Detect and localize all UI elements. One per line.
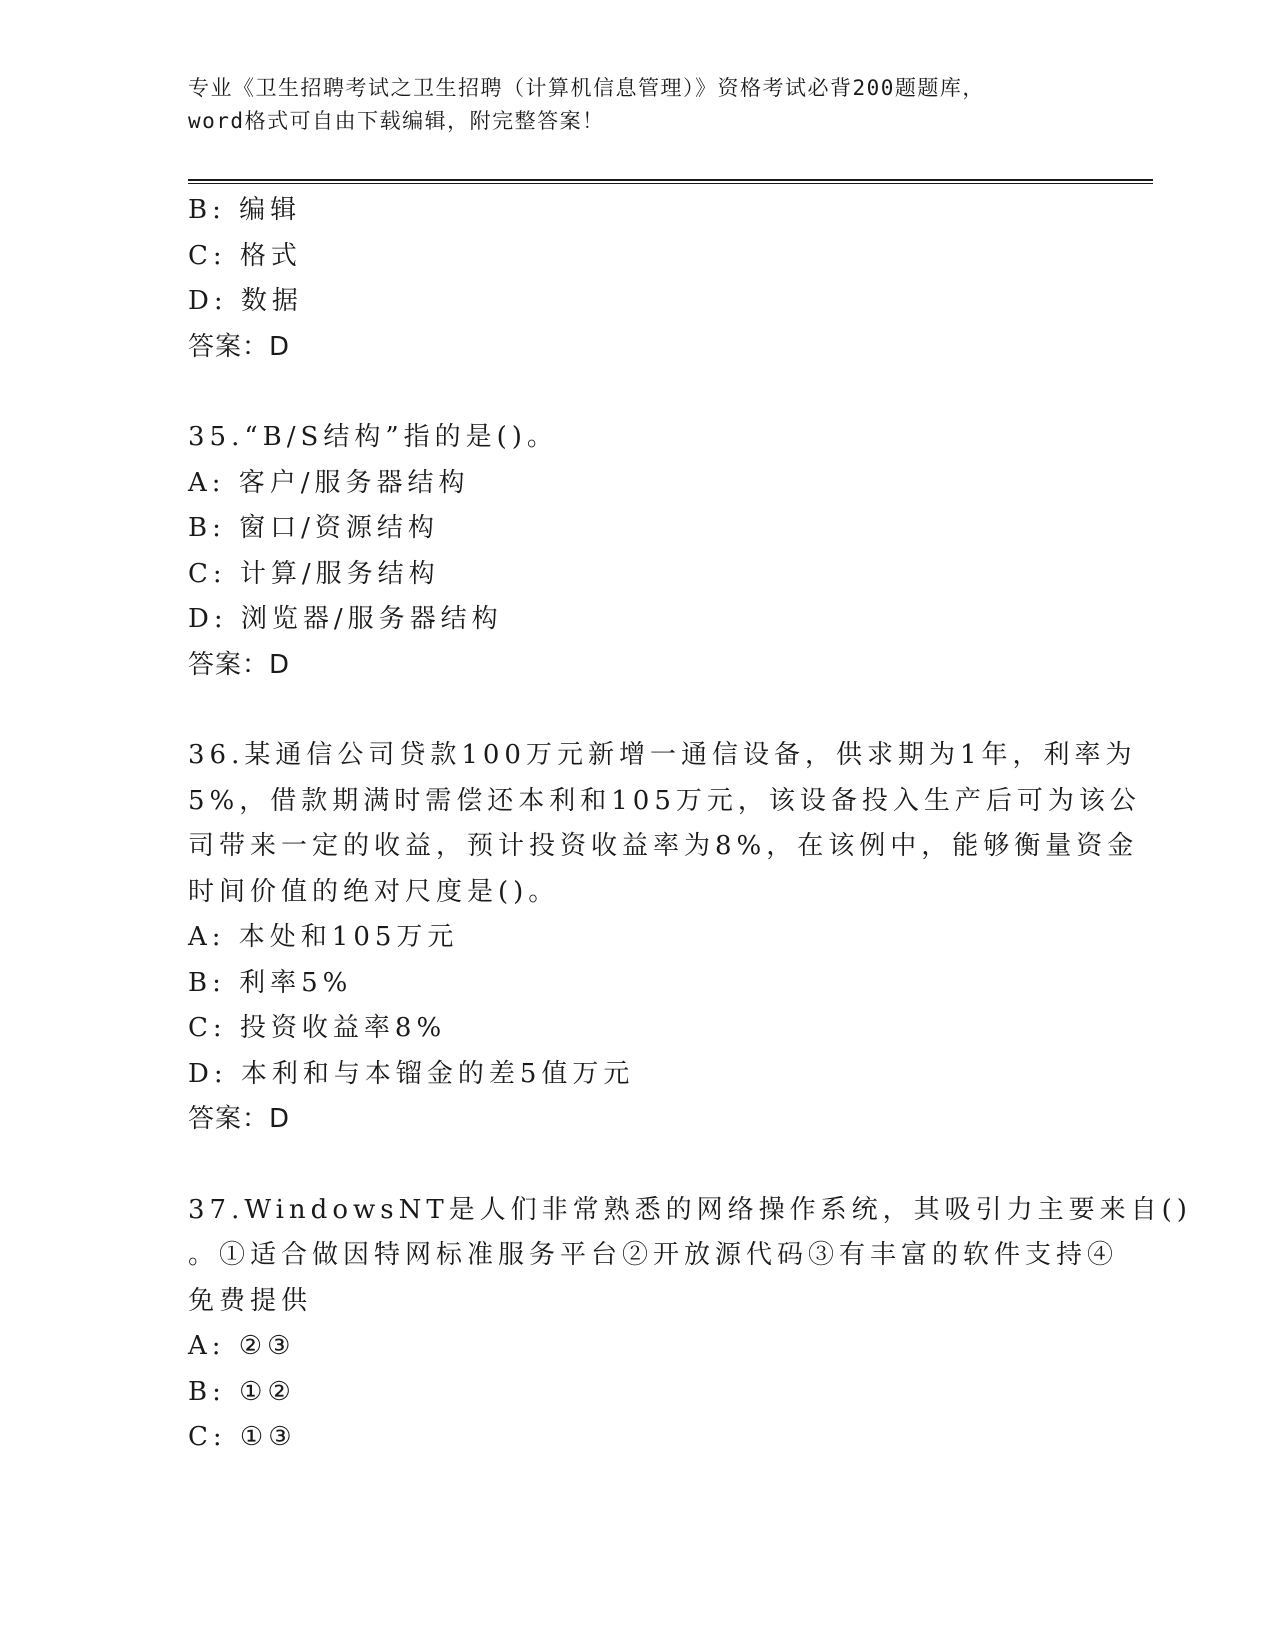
document-header	[188, 72, 1068, 138]
option-b: B: 编辑	[188, 195, 302, 225]
option-b: B: ①②	[188, 1376, 296, 1407]
question-text-line: 5%，借款期满时需偿还本利和105万元，该设备投入生产后可为该公	[188, 785, 1141, 816]
option-d: D: 浏览器/服务器结构	[188, 604, 503, 634]
question-content	[188, 188, 1192, 1461]
question-text-line: 。①适合做因特网标准服务平台②开放源代码③有丰富的软件支持④	[188, 1240, 1119, 1270]
question-text-line: 35.“B/S结构”指的是()。	[188, 422, 558, 452]
question-text-line: 37.WindowsNT是人们非常熟悉的网络操作系统，其吸引力主要来自()	[188, 1194, 1192, 1225]
answer-line: 答案：D	[188, 1104, 291, 1134]
question-text-line: 司带来一定的收益，预计投资收益率为8%，在该例中，能够衡量资金	[188, 831, 1139, 861]
option-d: D: 本利和与本镏金的差5值万元	[188, 1058, 635, 1089]
option-c: C: 投资收益率8%	[188, 1013, 447, 1043]
answer-line: 答案：D	[188, 331, 291, 362]
header-divider	[188, 179, 1153, 181]
option-b: B: 利率5%	[188, 967, 353, 998]
question-text	[188, 415, 1068, 461]
question-35	[188, 415, 1068, 688]
option-c: C: 格式	[188, 240, 302, 271]
header-title-line-2: word格式可自由下载编辑，附完整答案！	[188, 109, 605, 133]
answer-line: 答案：D	[188, 649, 291, 680]
header-divider-thin	[188, 183, 1153, 184]
question-34-tail	[188, 188, 1068, 370]
option-d: D: 数据	[188, 286, 303, 316]
option-a: A: ②③	[188, 1331, 296, 1361]
question-text	[188, 1188, 1192, 1325]
question-text	[188, 733, 1141, 915]
question-text-line: 36.某通信公司贷款100万元新增一通信设备，供求期为1年，利率为	[188, 740, 1137, 770]
question-37	[188, 1188, 1192, 1461]
question-text-line: 时间价值的绝对尺度是()。	[188, 876, 560, 907]
option-b: B: 窗口/资源结构	[188, 513, 439, 543]
question-36	[188, 733, 1141, 1143]
option-c: C: 计算/服务结构	[188, 558, 440, 589]
document-page	[188, 0, 1192, 1650]
option-a: A: 本处和105万元	[188, 922, 459, 952]
option-a: A: 客户/服务器结构	[188, 467, 470, 498]
option-c: C: ①③	[188, 1422, 297, 1452]
question-text-line: 免费提供	[188, 1285, 313, 1316]
header-title-line-1: 专业《卫生招聘考试之卫生招聘（计算机信息管理）》资格考试必背200题题库，	[188, 76, 985, 100]
